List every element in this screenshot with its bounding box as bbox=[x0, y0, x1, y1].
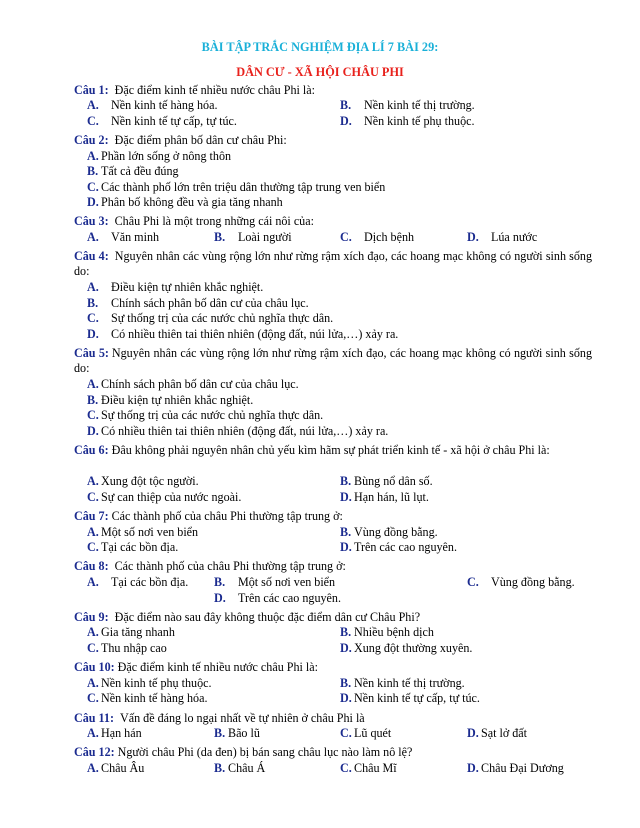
option-d: D. Lúa nước bbox=[467, 230, 538, 244]
option-d: D. Sạt lở đất bbox=[467, 726, 528, 740]
option-a: A. Điều kiện tự nhiên khắc nghiệt. bbox=[87, 280, 264, 294]
question-2: Câu 2: Đặc điểm phân bố dân cư châu Phi: bbox=[74, 133, 287, 147]
option-b: B. Bùng nổ dân số. bbox=[340, 474, 433, 488]
option-d: D. Hạn hán, lũ lụt. bbox=[340, 490, 429, 504]
option-b: B. Vùng đồng bằng. bbox=[340, 525, 438, 539]
option-c: C. Sự thống trị của các nước chủ nghĩa thực dân. bbox=[87, 408, 324, 422]
question-8: Câu 8: Các thành phố của châu Phi thường tập trung ở: bbox=[74, 559, 346, 573]
option-c: C. Dịch bệnh bbox=[340, 230, 415, 244]
option-d: D. Châu Đại Dương bbox=[467, 761, 564, 775]
option-c: C. Sự thống trị của các nước chủ nghĩa thực dân. bbox=[87, 311, 334, 325]
question-4: Câu 4: Nguyên nhân các vùng rộng lớn như rừng rậm xích đạo, các hoang mạc không có người sinh sống do: bbox=[74, 249, 592, 278]
option-a: A. Một số nơi ven biển bbox=[87, 525, 199, 539]
option-d: D. Nền kinh tế tự cấp, tự túc. bbox=[340, 691, 480, 705]
option-a: A. Nền kinh tế hàng hóa. bbox=[87, 98, 218, 112]
option-b: B. Nền kinh tế thị trường. bbox=[340, 98, 475, 112]
option-c: C. Thu nhập cao bbox=[87, 641, 167, 655]
option-c: C. Tại các bồn địa. bbox=[87, 540, 179, 554]
question-9: Câu 9: Đặc điểm nào sau đây không thuộc đặc điểm dân cư Châu Phi? bbox=[74, 610, 421, 624]
page-subtitle: DÂN CƯ - XÃ HỘI CHÂU PHI bbox=[236, 65, 404, 79]
question-1 bbox=[74, 83, 315, 98]
option-a: A. Tại các bồn địa. bbox=[87, 575, 189, 589]
question-12: Câu 12: Người châu Phi (da đen) bị bán sang châu lục nào làm nô lệ? bbox=[74, 745, 413, 759]
option-b: B. Một số nơi ven biển bbox=[214, 575, 336, 589]
option-b: B. Chính sách phân bố dân cư của châu lục. bbox=[87, 296, 309, 310]
option-d: D. Trên các cao nguyên. bbox=[340, 540, 457, 554]
question-10: Câu 10: Đặc điểm kinh tế nhiều nước châu Phi là: bbox=[74, 660, 319, 674]
option-d: D. Nền kinh tế phụ thuộc. bbox=[340, 114, 475, 128]
question-5: Câu 5: Nguyên nhân các vùng rộng lớn như rừng rậm xích đạo, các hoang mạc không có người sinh sống do: bbox=[74, 346, 592, 375]
option-b: B. Loài người bbox=[214, 230, 292, 244]
option-b: B. Tất cả đều đúng bbox=[87, 164, 179, 178]
option-d: D. Có nhiều thiên tai thiên nhiên (động đất, núi lửa,…) xảy ra. bbox=[87, 327, 399, 341]
option-c: C. Châu Mĩ bbox=[340, 761, 397, 775]
option-c: C. Sự can thiệp của nước ngoài. bbox=[87, 490, 242, 504]
option-a: A. Xung đột tộc người. bbox=[87, 474, 199, 488]
page-title: BÀI TẬP TRẮC NGHIỆM ĐỊA LÍ 7 BÀI 29: bbox=[201, 40, 439, 54]
option-d: D. Trên các cao nguyên. bbox=[214, 591, 341, 605]
question-text: Đặc điểm kinh tế nhiều nước châu Phi là: bbox=[114, 83, 315, 97]
option-a: A. Văn minh bbox=[87, 230, 160, 244]
question-7: Câu 7: Các thành phố của châu Phi thường tập trung ở: bbox=[74, 509, 343, 523]
option-b: B. Điều kiện tự nhiên khắc nghiệt. bbox=[87, 393, 254, 407]
option-c: C. Các thành phố lớn trên triệu dân thường tập trung ven biển bbox=[87, 180, 386, 194]
option-a: A. Chính sách phân bố dân cư của châu lục. bbox=[87, 377, 299, 391]
option-b: B. Nhiều bệnh dịch bbox=[340, 625, 434, 639]
option-d: D. Phân bố không đều và gia tăng nhanh bbox=[87, 195, 283, 209]
option-d: D. Xung đột thường xuyên. bbox=[340, 641, 473, 655]
question-3: Câu 3: Châu Phi là một trong những cái nôi của: bbox=[74, 214, 314, 228]
option-c: C. Lũ quét bbox=[340, 726, 392, 740]
question-11: Câu 11: Vấn đề đáng lo ngại nhất về tự nhiên ở châu Phi là bbox=[74, 711, 365, 725]
option-a: A. Nền kinh tế phụ thuộc. bbox=[87, 676, 212, 690]
option-a: A. Châu Âu bbox=[87, 761, 145, 775]
option-a: A. Gia tăng nhanh bbox=[87, 625, 175, 639]
option-a: A. Phần lớn sống ở nông thôn bbox=[87, 149, 232, 163]
option-b: B. Nền kinh tế thị trường. bbox=[340, 676, 465, 690]
option-c: C. Vùng đồng bằng. bbox=[467, 575, 575, 589]
option-c: C. Nền kinh tế tự cấp, tự túc. bbox=[87, 114, 237, 128]
option-d: D. Có nhiều thiên tai thiên nhiên (động đất, núi lửa,…) xảy ra. bbox=[87, 424, 389, 438]
option-a: A. Hạn hán bbox=[87, 726, 142, 740]
question-6: Câu 6: Đâu không phải nguyên nhân chủ yếu kìm hãm sự phát triển kinh tế - xã hội ở châu Phi là: bbox=[74, 443, 550, 457]
option-c: C. Nền kinh tế hàng hóa. bbox=[87, 691, 208, 705]
option-b: B. Châu Á bbox=[214, 761, 266, 775]
option-b: B. Bão lũ bbox=[214, 726, 260, 740]
question-number: Câu 1: bbox=[74, 83, 109, 97]
